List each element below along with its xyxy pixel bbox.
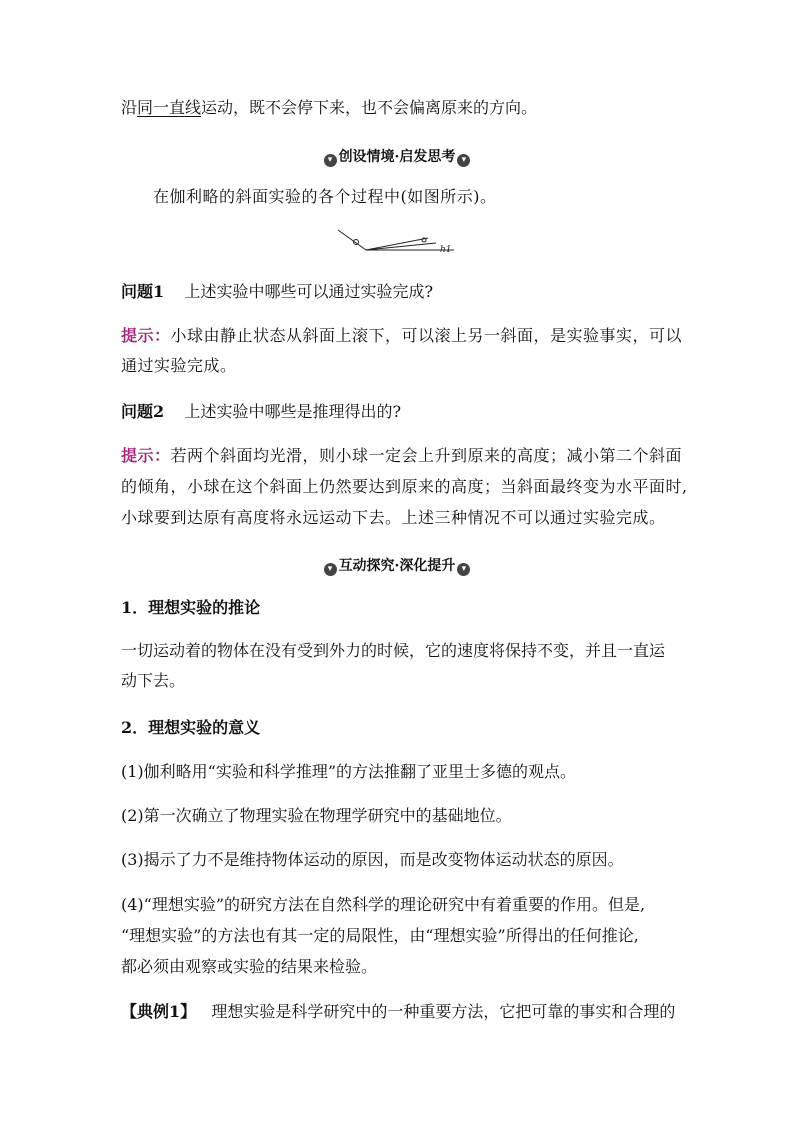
intro-line: [121, 98, 537, 118]
incline-left: [338, 230, 366, 250]
incline-right-2: [366, 243, 436, 250]
height-label: h1: [440, 245, 452, 255]
point-1-line-1: 一切运动着的物体在没有受到外力的时候，它的速度将保持不变，并且一直运: [121, 641, 666, 660]
question-1: [121, 282, 433, 302]
hint-2-line-2: 的倾角，小球在这个斜面上仍然要达到原来的高度；当斜面最终变为水平面时,: [121, 477, 688, 496]
question-label: 问题1: [121, 282, 165, 301]
incline-right-1: [366, 238, 428, 250]
example-text: 理想实验是科学研究中的一种重要方法，它把可靠的事实和合理的: [211, 1002, 676, 1021]
chevron-down-icon: ▾: [457, 563, 470, 576]
chevron-down-icon: ▾: [324, 154, 337, 167]
chevron-down-icon: ▾: [457, 154, 470, 167]
point-2-item-4-line-3: 都必须由观察或实验的结果来检验。: [121, 957, 378, 976]
section-header-explore: [0, 557, 794, 576]
question-2: [121, 402, 401, 422]
intro-prefix: 沿: [121, 98, 138, 117]
example-label: 【典例1】: [121, 1002, 197, 1021]
hint-2-line-1: [121, 446, 682, 466]
point-1-heading: 1．理想实验的推论: [121, 598, 261, 617]
point-1-line-2: 动下去。: [121, 671, 186, 690]
galileo-incline-figure: [336, 226, 460, 258]
section-header-scenario: [0, 148, 794, 167]
hint-2-line-3: 小球要到达原有高度将永远运动下去。上述三种情况不可以通过实验完成。: [121, 508, 666, 527]
question-label: 问题2: [121, 402, 165, 421]
section-title: 互动探究·深化提升: [338, 558, 456, 574]
chevron-down-icon: ▾: [324, 563, 337, 576]
question-text: 上述实验中哪些是推理得出的?: [184, 402, 402, 421]
point-2-item-2: (2)第一次确立了物理实验在物理学研究中的基础地位。: [121, 806, 512, 825]
scenario-text: 在伽利略的斜面实验的各个过程中(如图所示)。: [153, 187, 497, 206]
intro-suffix: 运动，既不会停下来，也不会偏离原来的方向。: [201, 98, 538, 117]
point-2-heading: 2．理想实验的意义: [121, 718, 261, 737]
point-2-item-1: (1)伽利略用“实验和科学推理”的方法推翻了亚里士多德的观点。: [121, 762, 577, 781]
point-2-item-4-line-2: “理想实验”的方法也有其一定的局限性，由“理想实验”所得出的任何推论,: [121, 926, 639, 945]
point-2-item-3: (3)揭示了力不是维持物体运动的原因，而是改变物体运动状态的原因。: [121, 850, 624, 869]
hint-label: 提示：: [121, 326, 171, 345]
section-title: 创设情境·启发思考: [338, 149, 456, 165]
hint-1-line-2: 通过实验完成。: [121, 356, 237, 375]
example-1: [121, 1002, 675, 1022]
hint-text: 若两个斜面均光滑，则小球一定会上升到原来的高度；减小第二个斜面: [170, 446, 683, 465]
hint-1-line-1: [121, 326, 682, 346]
hint-text: 小球由静止状态从斜面上滚下，可以滚上另一斜面，是实验事实，可以: [170, 326, 683, 345]
intro-underlined-term: 同一直线: [137, 98, 202, 117]
hint-label: 提示：: [121, 446, 171, 465]
question-text: 上述实验中哪些可以通过实验完成?: [184, 282, 434, 301]
point-2-item-4-line-1: (4)“理想实验”的研究方法在自然科学的理论研究中有着重要的作用。但是,: [121, 895, 646, 914]
